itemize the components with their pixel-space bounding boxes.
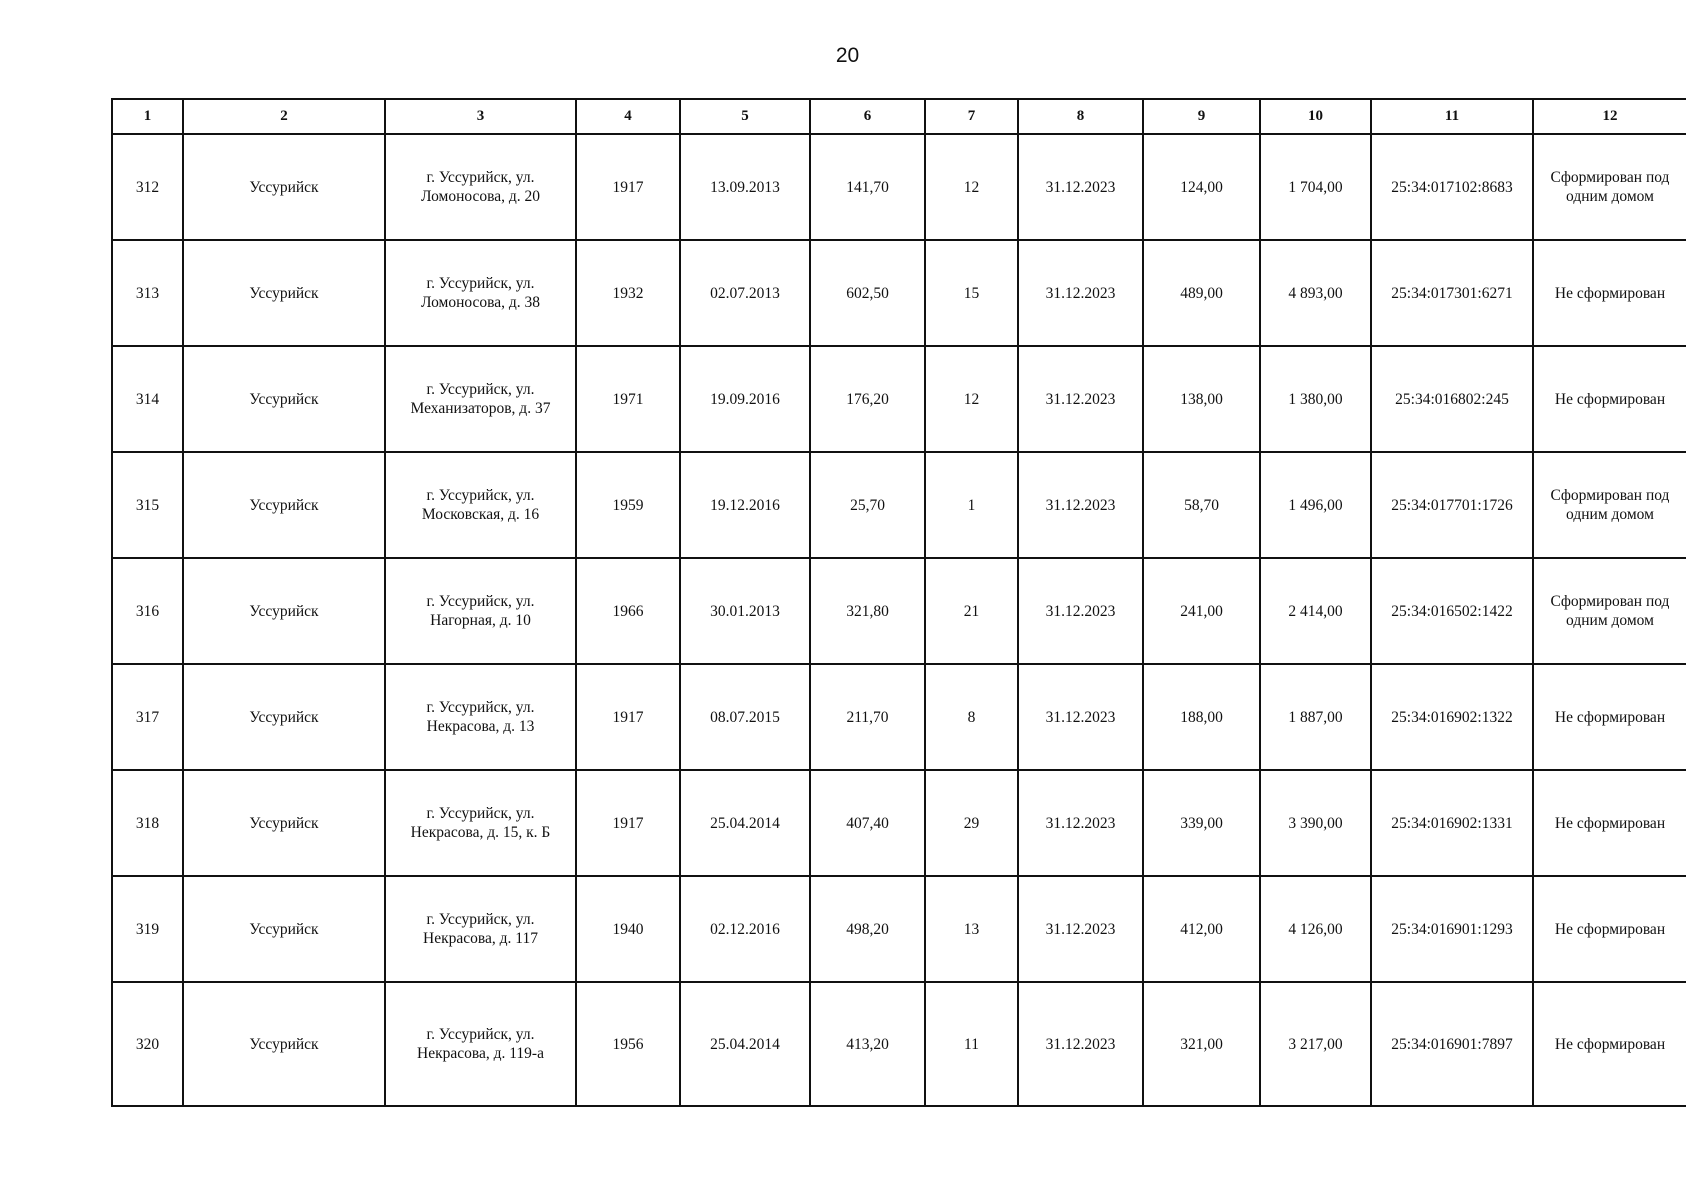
cell-year (576, 876, 680, 982)
cell-text-c6: 407,40 (846, 814, 889, 832)
cell-text-c3a: г. Уссурийск, ул. (426, 487, 535, 504)
cell-text-c4: 1917 (612, 708, 644, 726)
cell-address (385, 876, 576, 982)
cell-text-c3a: г. Уссурийск, ул. (426, 911, 535, 928)
cell-deadline (1018, 664, 1143, 770)
cell-number (112, 452, 183, 558)
cell-text-c2: Уссурийск (249, 708, 319, 726)
cell-text-c11: 25:34:016902:1331 (1391, 814, 1513, 832)
cell-address (385, 982, 576, 1106)
cell-date (680, 240, 810, 346)
cell-text-c6: 25,70 (850, 496, 885, 514)
cell-text-c9: 138,00 (1180, 390, 1223, 408)
cell-value-10 (1260, 982, 1371, 1106)
cell-text-c10: 4 126,00 (1288, 920, 1343, 938)
cell-status (1533, 134, 1686, 240)
cell-locality (183, 770, 385, 876)
cell-value-9 (1143, 134, 1260, 240)
cell-text-c3b: Некрасова, д. 117 (423, 930, 538, 947)
cell-text-c7: 13 (963, 920, 980, 938)
cell-text-c12a: Сформирован под (1550, 593, 1670, 610)
cell-number (112, 346, 183, 452)
cell-text-c10: 1 496,00 (1288, 496, 1343, 514)
data-table-wrapper (111, 98, 1685, 1107)
table-row (112, 558, 1686, 664)
cell-date (680, 982, 810, 1106)
cell-area (810, 346, 925, 452)
cell-text-c12a: Не сформирован (1554, 1035, 1666, 1053)
cell-text-c5: 30.01.2013 (710, 602, 780, 620)
cell-text-c8: 31.12.2023 (1045, 708, 1116, 726)
column-header-11: 11 (1371, 99, 1533, 134)
cell-text-c5: 19.12.2016 (710, 496, 780, 514)
cell-text-c1: 316 (135, 602, 160, 620)
cell-text-c12a: Не сформирован (1554, 708, 1666, 726)
cell-deadline (1018, 982, 1143, 1106)
cell-text-c9: 321,00 (1180, 1035, 1223, 1053)
cell-text-c4: 1917 (612, 178, 644, 196)
cell-address (385, 240, 576, 346)
column-header-1: 1 (112, 99, 183, 134)
cell-text-c2: Уссурийск (249, 602, 319, 620)
cell-count (925, 452, 1018, 558)
table-body (112, 134, 1686, 1106)
cell-text-c1: 318 (135, 814, 160, 832)
cell-text-c10: 1 704,00 (1288, 178, 1343, 196)
cell-cadastral-number (1371, 240, 1533, 346)
table-row (112, 452, 1686, 558)
cell-text-c3b: Ломоносова, д. 20 (420, 188, 541, 205)
cell-text-c5: 08.07.2015 (710, 708, 780, 726)
cell-text-c8: 31.12.2023 (1045, 1035, 1116, 1053)
cell-address (385, 770, 576, 876)
cell-cadastral-number (1371, 664, 1533, 770)
column-header-7: 7 (925, 99, 1018, 134)
cell-text-c5: 25.04.2014 (710, 1035, 780, 1053)
cell-text-c9: 241,00 (1180, 602, 1223, 620)
cell-year (576, 664, 680, 770)
cell-text-c10: 2 414,00 (1288, 602, 1343, 620)
cell-text-c3b: Механизаторов, д. 37 (410, 400, 551, 417)
column-header-3: 3 (385, 99, 576, 134)
cell-year (576, 346, 680, 452)
cell-text-c5: 25.04.2014 (710, 814, 780, 832)
cell-count (925, 134, 1018, 240)
cell-area (810, 664, 925, 770)
cell-text-c12a: Не сформирован (1554, 814, 1666, 832)
cell-text-c2: Уссурийск (249, 920, 319, 938)
column-header-9: 9 (1143, 99, 1260, 134)
cell-status (1533, 452, 1686, 558)
table-row (112, 134, 1686, 240)
cell-value-9 (1143, 452, 1260, 558)
cell-text-c12a: Не сформирован (1554, 920, 1666, 938)
cell-text-c11: 25:34:017102:8683 (1391, 178, 1513, 196)
cell-text-c8: 31.12.2023 (1045, 390, 1116, 408)
cell-deadline (1018, 452, 1143, 558)
cell-year (576, 452, 680, 558)
cell-text-c3b: Некрасова, д. 13 (426, 718, 535, 735)
cell-text-c4: 1956 (612, 1035, 644, 1053)
cell-date (680, 558, 810, 664)
cell-text-c3a: г. Уссурийск, ул. (426, 593, 535, 610)
cell-value-10 (1260, 770, 1371, 876)
cell-text-c5: 02.12.2016 (710, 920, 780, 938)
cell-text-c6: 176,20 (846, 390, 889, 408)
data-table (111, 98, 1686, 1107)
cell-status (1533, 982, 1686, 1106)
cell-text-c7: 21 (963, 602, 980, 620)
header-row (112, 99, 1686, 134)
cell-text-c6: 413,20 (846, 1035, 889, 1053)
cell-count (925, 982, 1018, 1106)
table-row (112, 982, 1686, 1106)
cell-address (385, 346, 576, 452)
cell-text-c11: 25:34:016502:1422 (1391, 602, 1513, 620)
cell-locality (183, 240, 385, 346)
cell-text-c6: 211,70 (846, 708, 889, 726)
cell-address (385, 558, 576, 664)
cell-text-c6: 498,20 (846, 920, 889, 938)
cell-number (112, 558, 183, 664)
cell-area (810, 134, 925, 240)
cell-text-c3a: г. Уссурийск, ул. (426, 805, 535, 822)
cell-cadastral-number (1371, 134, 1533, 240)
column-header-8: 8 (1018, 99, 1143, 134)
cell-text-c12a: Сформирован под (1550, 487, 1670, 504)
cell-text-c6: 321,80 (846, 602, 889, 620)
cell-area (810, 770, 925, 876)
cell-value-10 (1260, 134, 1371, 240)
cell-status (1533, 240, 1686, 346)
cell-text-c8: 31.12.2023 (1045, 284, 1116, 302)
cell-text-c7: 8 (967, 708, 976, 726)
cell-text-c1: 312 (135, 178, 160, 196)
cell-text-c6: 602,50 (846, 284, 889, 302)
cell-status (1533, 558, 1686, 664)
cell-text-c10: 1 887,00 (1288, 708, 1343, 726)
cell-count (925, 240, 1018, 346)
cell-text-c4: 1917 (612, 814, 644, 832)
cell-text-c12a: Сформирован под (1550, 169, 1670, 186)
cell-text-c4: 1971 (612, 390, 644, 408)
cell-year (576, 982, 680, 1106)
cell-text-c2: Уссурийск (249, 390, 319, 408)
cell-count (925, 346, 1018, 452)
cell-text-c11: 25:34:017301:6271 (1391, 284, 1513, 302)
cell-status (1533, 664, 1686, 770)
cell-value-10 (1260, 240, 1371, 346)
cell-cadastral-number (1371, 770, 1533, 876)
cell-text-c1: 317 (135, 708, 160, 726)
cell-locality (183, 664, 385, 770)
cell-address (385, 452, 576, 558)
cell-text-c8: 31.12.2023 (1045, 814, 1116, 832)
cell-status (1533, 876, 1686, 982)
cell-text-c4: 1966 (612, 602, 644, 620)
cell-text-c1: 315 (135, 496, 160, 514)
cell-text-c12a: Не сформирован (1554, 284, 1666, 302)
cell-area (810, 240, 925, 346)
cell-value-10 (1260, 452, 1371, 558)
cell-count (925, 770, 1018, 876)
cell-text-c3a: г. Уссурийск, ул. (426, 169, 535, 186)
cell-text-c11: 25:34:017701:1726 (1391, 496, 1513, 514)
cell-text-c1: 320 (135, 1035, 160, 1053)
column-header-6: 6 (810, 99, 925, 134)
cell-cadastral-number (1371, 876, 1533, 982)
table-row (112, 770, 1686, 876)
cell-value-9 (1143, 346, 1260, 452)
table-row (112, 240, 1686, 346)
cell-value-10 (1260, 876, 1371, 982)
cell-text-c8: 31.12.2023 (1045, 178, 1116, 196)
cell-deadline (1018, 876, 1143, 982)
cell-text-c2: Уссурийск (249, 496, 319, 514)
column-header-10: 10 (1260, 99, 1371, 134)
cell-text-c7: 12 (963, 178, 980, 196)
cell-deadline (1018, 134, 1143, 240)
cell-deadline (1018, 770, 1143, 876)
cell-number (112, 876, 183, 982)
cell-cadastral-number (1371, 558, 1533, 664)
page-number: 20 (835, 44, 860, 67)
column-header-2: 2 (183, 99, 385, 134)
cell-value-10 (1260, 346, 1371, 452)
cell-text-c7: 12 (963, 390, 980, 408)
cell-text-c9: 58,70 (1184, 496, 1219, 514)
cell-deadline (1018, 346, 1143, 452)
cell-text-c3a: г. Уссурийск, ул. (426, 699, 535, 716)
cell-text-c3a: г. Уссурийск, ул. (426, 381, 535, 398)
cell-area (810, 558, 925, 664)
column-header-5: 5 (680, 99, 810, 134)
cell-text-c3a: г. Уссурийск, ул. (426, 1026, 535, 1043)
cell-text-c7: 29 (963, 814, 980, 832)
cell-count (925, 664, 1018, 770)
cell-deadline (1018, 240, 1143, 346)
cell-status (1533, 346, 1686, 452)
cell-text-c11: 25:34:016901:1293 (1391, 920, 1513, 938)
cell-text-c3b: Нагорная, д. 10 (430, 612, 531, 629)
cell-text-c1: 313 (135, 284, 160, 302)
cell-locality (183, 452, 385, 558)
cell-text-c11: 25:34:016901:7897 (1391, 1035, 1513, 1053)
cell-text-c7: 11 (964, 1035, 979, 1053)
cell-text-c8: 31.12.2023 (1045, 602, 1116, 620)
cell-number (112, 664, 183, 770)
cell-text-c3a: г. Уссурийск, ул. (426, 275, 535, 292)
cell-address (385, 134, 576, 240)
cell-text-c10: 1 380,00 (1288, 390, 1343, 408)
cell-text-c4: 1940 (612, 920, 644, 938)
cell-text-c11: 25:34:016902:1322 (1391, 708, 1513, 726)
cell-locality (183, 346, 385, 452)
cell-date (680, 346, 810, 452)
cell-locality (183, 876, 385, 982)
cell-number (112, 134, 183, 240)
cell-text-c10: 3 390,00 (1288, 814, 1343, 832)
cell-address (385, 664, 576, 770)
cell-text-c3b: Некрасова, д. 15, к. Б (410, 824, 551, 841)
cell-text-c4: 1932 (612, 284, 644, 302)
cell-text-c5: 02.07.2013 (710, 284, 780, 302)
cell-value-9 (1143, 982, 1260, 1106)
cell-date (680, 134, 810, 240)
cell-text-c3b: Ломоносова, д. 38 (420, 294, 541, 311)
cell-text-c5: 13.09.2013 (710, 178, 780, 196)
cell-text-c12b: одним домом (1566, 188, 1654, 205)
cell-date (680, 452, 810, 558)
cell-date (680, 664, 810, 770)
cell-cadastral-number (1371, 982, 1533, 1106)
cell-text-c12b: одним домом (1566, 506, 1654, 523)
cell-text-c8: 31.12.2023 (1045, 920, 1116, 938)
cell-text-c1: 319 (135, 920, 160, 938)
cell-area (810, 452, 925, 558)
cell-locality (183, 982, 385, 1106)
table-row (112, 876, 1686, 982)
cell-number (112, 982, 183, 1106)
cell-text-c5: 19.09.2016 (710, 390, 780, 408)
cell-status (1533, 770, 1686, 876)
cell-text-c9: 188,00 (1180, 708, 1223, 726)
cell-text-c2: Уссурийск (249, 178, 319, 196)
cell-text-c2: Уссурийск (249, 1035, 319, 1053)
cell-text-c2: Уссурийск (249, 284, 319, 302)
cell-year (576, 770, 680, 876)
cell-text-c12b: одним домом (1566, 612, 1654, 629)
cell-text-c9: 412,00 (1180, 920, 1223, 938)
table-row (112, 664, 1686, 770)
cell-text-c3b: Московская, д. 16 (421, 506, 540, 523)
cell-date (680, 770, 810, 876)
cell-value-9 (1143, 876, 1260, 982)
cell-count (925, 558, 1018, 664)
cell-value-9 (1143, 664, 1260, 770)
column-header-4: 4 (576, 99, 680, 134)
table-row (112, 346, 1686, 452)
cell-area (810, 876, 925, 982)
column-header-12: 12 (1533, 99, 1686, 134)
cell-text-c1: 314 (135, 390, 160, 408)
cell-text-c9: 339,00 (1180, 814, 1223, 832)
cell-value-9 (1143, 770, 1260, 876)
cell-year (576, 134, 680, 240)
cell-text-c4: 1959 (612, 496, 644, 514)
cell-text-c10: 3 217,00 (1288, 1035, 1343, 1053)
cell-year (576, 240, 680, 346)
cell-cadastral-number (1371, 346, 1533, 452)
cell-number (112, 240, 183, 346)
cell-text-c7: 1 (967, 496, 976, 514)
cell-text-c3b: Некрасова, д. 119-а (417, 1045, 544, 1062)
cell-text-c8: 31.12.2023 (1045, 496, 1116, 514)
cell-text-c2: Уссурийск (249, 814, 319, 832)
cell-locality (183, 134, 385, 240)
cell-value-9 (1143, 558, 1260, 664)
cell-locality (183, 558, 385, 664)
cell-text-c9: 124,00 (1180, 178, 1223, 196)
cell-value-10 (1260, 558, 1371, 664)
cell-text-c9: 489,00 (1180, 284, 1223, 302)
cell-value-10 (1260, 664, 1371, 770)
cell-year (576, 558, 680, 664)
cell-date (680, 876, 810, 982)
cell-text-c11: 25:34:016802:245 (1395, 390, 1509, 408)
cell-area (810, 982, 925, 1106)
cell-text-c10: 4 893,00 (1288, 284, 1343, 302)
cell-text-c7: 15 (963, 284, 980, 302)
cell-text-c12a: Не сформирован (1554, 390, 1666, 408)
cell-count (925, 876, 1018, 982)
cell-value-9 (1143, 240, 1260, 346)
cell-deadline (1018, 558, 1143, 664)
cell-number (112, 770, 183, 876)
cell-cadastral-number (1371, 452, 1533, 558)
cell-text-c6: 141,70 (846, 178, 889, 196)
